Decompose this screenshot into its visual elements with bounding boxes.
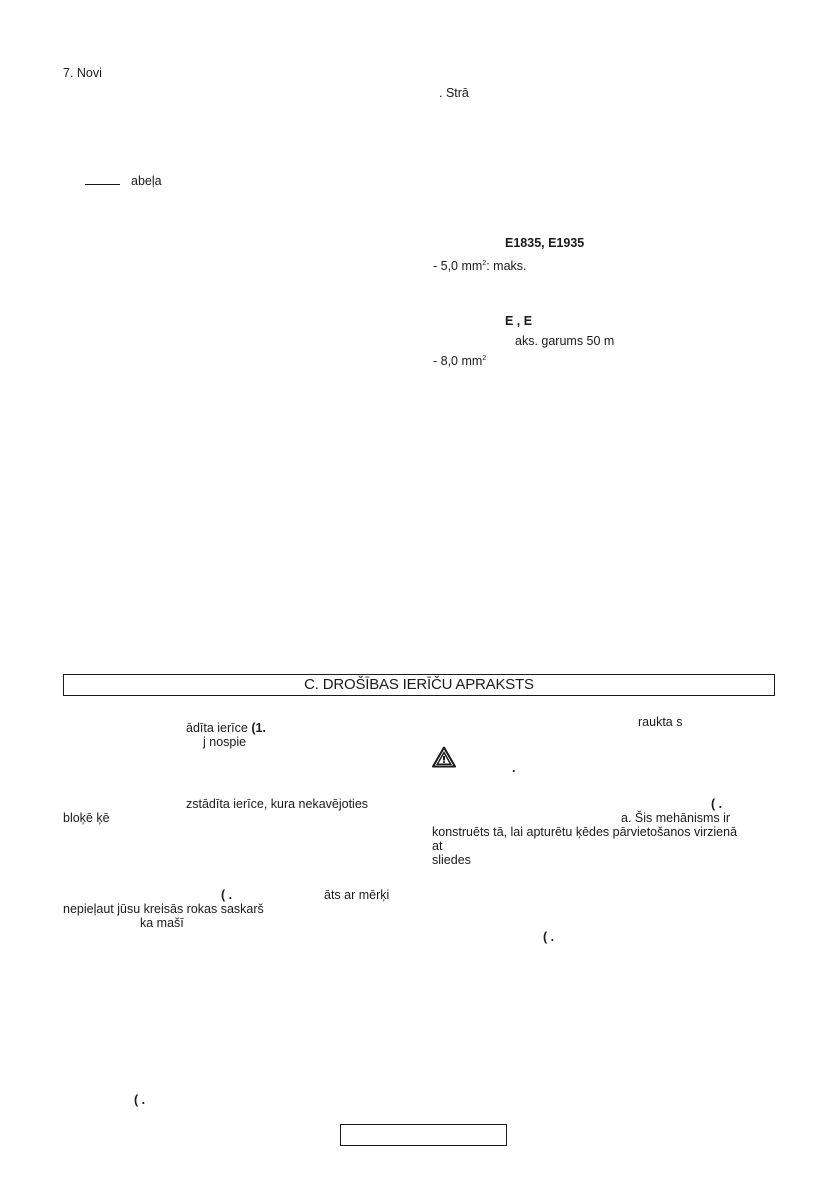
cable-section-b-exponent: 2 [482, 354, 487, 362]
r2-text-line4: sliedes [432, 853, 471, 867]
r3-figure-ref: ( . [543, 930, 555, 944]
c3-figure-ref: ( . [221, 888, 233, 902]
c2-text-line1: zstādīta ierīce, kura nekavējoties [186, 797, 369, 811]
c3-text-line3: ka mašī [140, 916, 184, 930]
r2-figure-ref: ( . [711, 797, 723, 811]
c3-text-line1: āts ar mērķi [324, 888, 390, 902]
section-c-title: C. DROŠĪBAS IERĪČU APRAKSTS [304, 676, 534, 693]
r2-text-line1: a. Šis mehānisms ir [621, 811, 731, 825]
c4-figure-ref: ( . [134, 1093, 146, 1107]
r2-text-line3: at [432, 839, 443, 853]
table-label: abeļa [131, 174, 162, 188]
max-cable-length: aks. garums 50 m [515, 334, 615, 348]
cable-section-a-tail: : maks. [486, 259, 527, 273]
page-number-box [340, 1124, 507, 1146]
c1-line1: ādīta ierīce [186, 721, 252, 735]
warning-triangle-icon [432, 746, 456, 768]
models-b-heading: E , E [505, 314, 533, 328]
c1-figure-ref: (1. [251, 721, 266, 735]
r1-text-line1: raukta s [638, 715, 683, 729]
stra-text: . Strā [439, 86, 469, 100]
cable-section-a-value: - 5,0 mm [433, 259, 483, 273]
r1-dot: . [512, 761, 516, 775]
r2-text-line2: konstruēts tā, lai apturētu ķēdes pārvietošanos virzienā [432, 825, 738, 839]
c2-text-line2: bloķē ķē [63, 811, 110, 825]
table-label-rule [85, 184, 120, 185]
c1-text-line1 [186, 721, 266, 735]
section-c-heading-box [63, 674, 775, 696]
cable-section-b-value: - 8,0 mm [433, 354, 483, 368]
models-a-heading: E1835, E1935 [505, 236, 585, 250]
cable-section-a [433, 259, 527, 273]
c3-text-line2: nepieļaut jūsu kreisās rokas saskarš [63, 902, 264, 916]
cable-section-b [433, 354, 486, 368]
list-item-7: 7. Novi [63, 66, 102, 80]
cable-section-a-exponent: 2 [482, 259, 487, 267]
c1-text-line2: j nospie [203, 735, 247, 749]
